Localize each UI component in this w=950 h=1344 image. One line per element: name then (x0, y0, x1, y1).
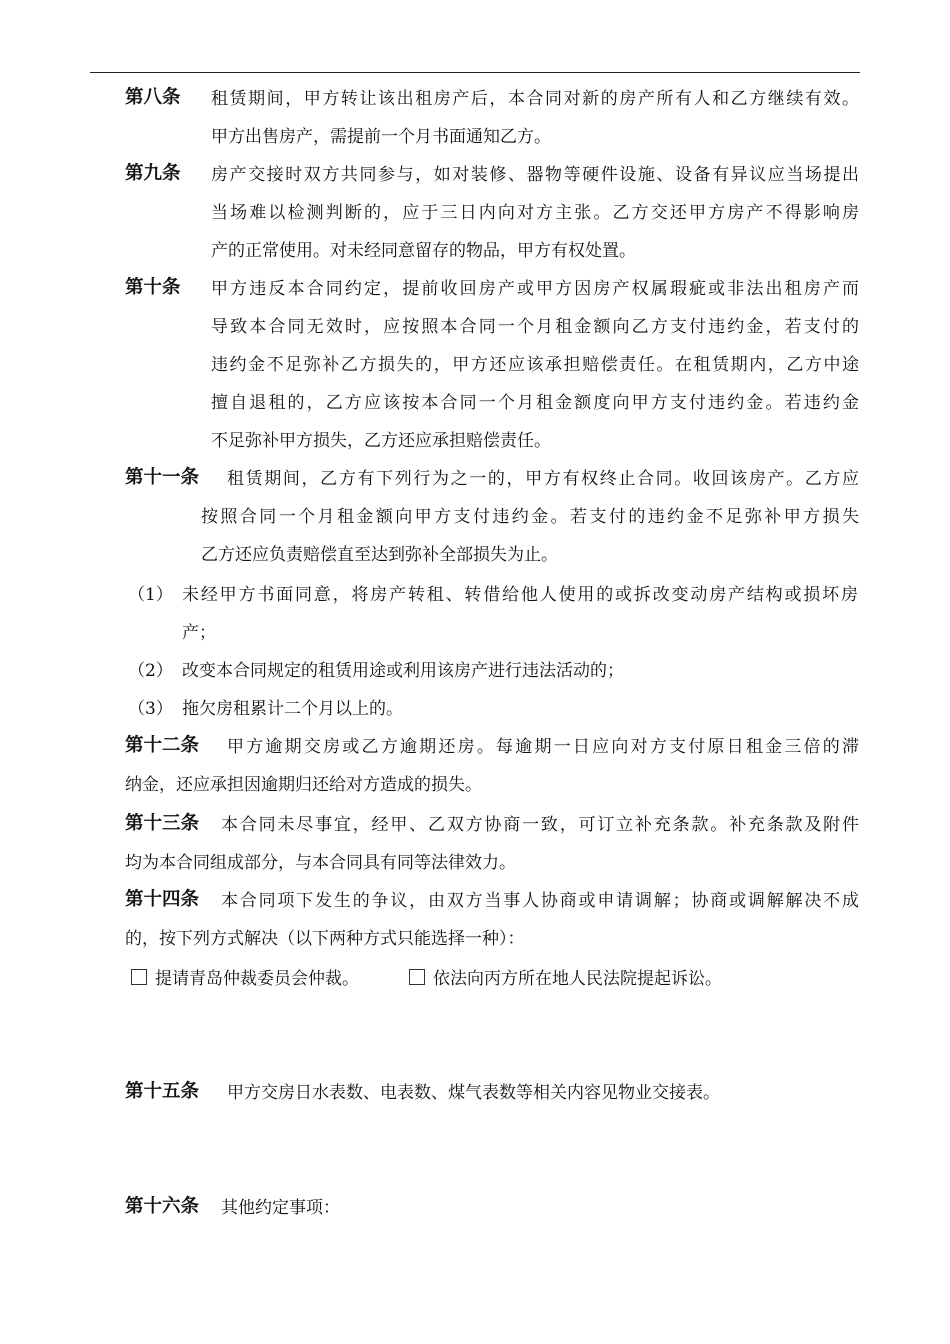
article-line: 不足弥补甲方损失，乙方还应承担赔偿责任。 (211, 431, 551, 451)
article-heading: 第十六条 (125, 1196, 200, 1217)
article-line: 本合同未尽事宜，经甲、乙双方协商一致，可订立补充条款。补充条款及附件 (221, 815, 859, 835)
article-heading: 第十三条 (125, 813, 200, 834)
article-line: 乙方还应负责赔偿直至达到弥补全部损失为止。 (201, 545, 558, 565)
article-line: 均为本合同组成部分，与本合同具有同等法律效力。 (125, 853, 516, 873)
list-item-text: 拖欠房租累计二个月以上的。 (182, 699, 403, 719)
article-heading: 第九条 (125, 163, 181, 184)
article-heading: 第十五条 (125, 1081, 200, 1102)
list-item-number: （2） (128, 661, 173, 681)
checkbox-icon[interactable] (409, 969, 425, 985)
article-line: 按照合同一个月租金额向甲方支付违约金。若支付的违约金不足弥补甲方损失 (201, 507, 859, 527)
article-line: 租赁期间，甲方转让该出租房产后，本合同对新的房产所有人和乙方继续有效。 (211, 89, 859, 109)
article-line: 其他约定事项： (221, 1198, 340, 1218)
option-label: 提请青岛仲裁委员会仲裁。 (155, 969, 359, 989)
article-line: 甲方出售房产，需提前一个月书面通知乙方。 (211, 127, 551, 147)
list-item-number: （1） (128, 585, 173, 605)
article-line: 房产交接时双方共同参与，如对装修、器物等硬件设施、设备有异议应当场提出 (211, 165, 859, 185)
checkbox-icon[interactable] (131, 969, 147, 985)
article-heading: 第十一条 (125, 467, 200, 488)
article-line: 违约金不足弥补乙方损失的，甲方还应该承担赔偿责任。在租赁期内，乙方中途 (211, 355, 859, 375)
list-item-text: 未经甲方书面同意，将房产转租、转借给他人使用的或拆改变动房产结构或损坏房 (182, 585, 858, 605)
article-line: 租赁期间，乙方有下列行为之一的，甲方有权终止合同。收回该房产。乙方应 (227, 469, 859, 489)
article-line: 甲方交房日水表数、电表数、煤气表数等相关内容见物业交接表。 (227, 1083, 720, 1103)
article-heading: 第十条 (125, 277, 181, 298)
article-line: 本合同项下发生的争议，由双方当事人协商或申请调解；协商或调解解决不成 (221, 891, 859, 911)
header-rule (90, 72, 860, 73)
article-heading: 第八条 (125, 87, 181, 108)
article-line: 甲方违反本合同约定，提前收回房产或甲方因房产权属瑕疵或非法出租房产而 (211, 279, 859, 299)
option-arbitration[interactable] (131, 968, 359, 990)
article-line: 甲方逾期交房或乙方逾期还房。每逾期一日应向对方支付原日租金三倍的滞 (227, 737, 859, 757)
article-line: 擅自退租的，乙方应该按本合同一个月租金额度向甲方支付违约金。若违约金 (211, 393, 859, 413)
article-line: 导致本合同无效时，应按照本合同一个月租金额向乙方支付违约金，若支付的 (211, 317, 859, 337)
article-line: 当场难以检测判断的，应于三日内向对方主张。乙方交还甲方房产不得影响房 (211, 203, 859, 223)
list-item-text: 改变本合同规定的租赁用途或利用该房产进行违法活动的； (182, 661, 624, 681)
option-label: 依法向丙方所在地人民法院提起诉讼。 (433, 969, 722, 989)
article-line: 的，按下列方式解决（以下两种方式只能选择一种）： (125, 929, 525, 949)
list-item-text: 产； (182, 623, 216, 643)
article-heading: 第十四条 (125, 889, 200, 910)
list-item-number: （3） (128, 699, 173, 719)
option-litigation[interactable] (409, 968, 722, 990)
article-heading: 第十二条 (125, 735, 200, 756)
article-line: 产的正常使用。对未经同意留存的物品，甲方有权处置。 (211, 241, 636, 261)
article-line: 纳金，还应承担因逾期归还给对方造成的损失。 (125, 775, 482, 795)
